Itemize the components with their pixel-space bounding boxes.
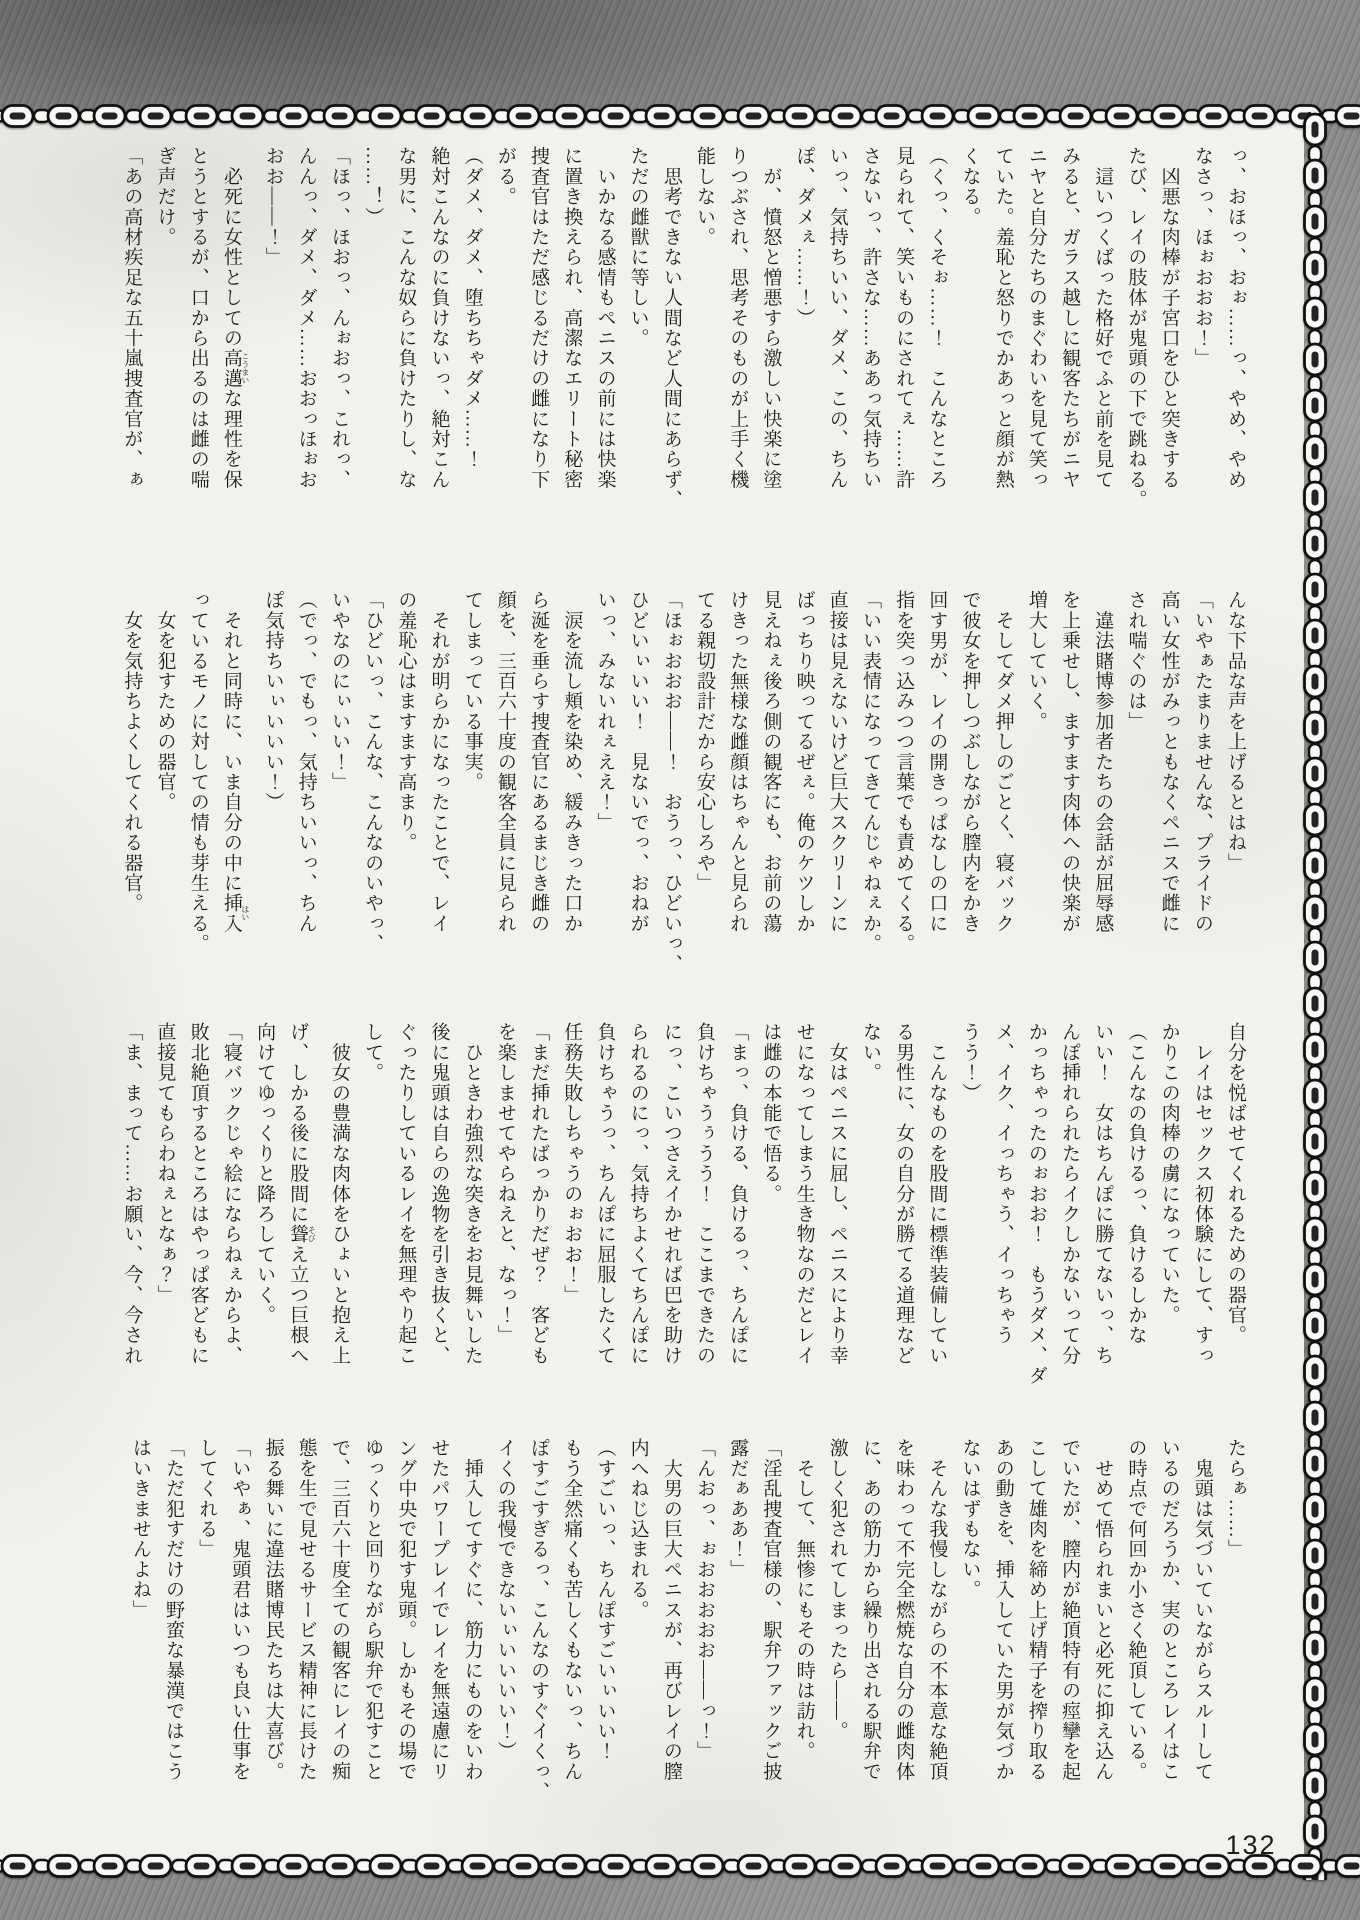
text-column: られるのにっ、気持ちよくてちんぽに xyxy=(627,1022,649,1366)
text-column: 「ほぉおおお――！ おうっ、ひどいっ、 xyxy=(660,590,682,974)
text-column: ていた。羞恥と怒りでかあっと顔が熱 xyxy=(992,146,1014,490)
text-column: が、憤怒と憎悪すら激しい快楽に塗 xyxy=(760,146,782,490)
text-column: がる。 xyxy=(494,146,516,207)
text-column: せになってしまう生き物なのだとレイ xyxy=(793,1022,815,1366)
text-column: 任務失敗しちゃうのぉおお！」 xyxy=(561,1022,583,1305)
text-column: 向けてゆっくりと降ろしていく。 xyxy=(254,1022,276,1325)
text-column: 態を生で見せるサービス精神に長けた xyxy=(295,1438,317,1782)
text-column: かっちゃったのぉおお！ もうダメ、ダ xyxy=(1025,1022,1047,1386)
text-column: を楽しませてやらねえと、なっ！」 xyxy=(494,1022,516,1346)
text-column: で、三百六十度全ての観客にレイの痴 xyxy=(328,1438,350,1782)
text-column: 能しない。 xyxy=(694,146,715,247)
text-column: 「いやぁ、鬼頭君はいつも良い仕事を xyxy=(229,1438,251,1782)
text-column: あの動きを、挿入していた男が気づか xyxy=(992,1438,1014,1782)
text-column: して。 xyxy=(362,1022,384,1083)
text-column: ひどいぃいい！ 見ないでっ、おねが xyxy=(627,590,649,934)
text-column: ぽすごすぎるっ、こんなのすぐイくっ、 xyxy=(528,1438,550,1802)
text-column: てる親切設計だから安心しろや」 xyxy=(694,590,715,893)
text-column: っているモノに対しての情も芽生える。 xyxy=(187,590,209,954)
text-column: とうとするが、口から出るのは雌の喘 xyxy=(187,146,209,490)
text-column: けきった無様な雌顔はちゃんと見られ xyxy=(727,590,749,934)
text-column: 「あの高材疾足な五十嵐捜査官が、ぁ xyxy=(121,146,143,490)
text-column: いるのだろうか、実のところレイはこ xyxy=(1158,1438,1180,1782)
text-column: 絶対こんなのに負けないっ、絶対こん xyxy=(428,146,450,490)
text-column: かりこの肉棒の虜になっていた。 xyxy=(1158,1022,1180,1325)
text-column: いやなのにぃいい！」 xyxy=(328,590,350,792)
text-column: んんっ、ダメ、ダメ……おおっほぉお xyxy=(295,146,317,490)
text-column: せめて悟られまいと必死に抑え込ん xyxy=(1092,1438,1114,1782)
text-column: こんなものを股間に標準装備してい xyxy=(926,1022,948,1366)
text-column: 見えねぇ後ろ側の観客にも、お前の蕩 xyxy=(760,590,782,934)
text-column: 負けちゃうぅうう！ ここまできたの xyxy=(694,1022,715,1366)
text-column: ……！） xyxy=(362,146,384,227)
text-column: （こんなの負けるっ、負けるしかな xyxy=(1125,1022,1147,1346)
text-column: なさっ、ほぉおおお！」 xyxy=(1191,146,1213,369)
text-column: 「ただ犯すだけの野蛮な暴漢ではこう xyxy=(163,1438,184,1782)
text-column: 激しく犯されてしまったら――。 xyxy=(826,1438,848,1741)
text-column: （すごいっ、ちんぽすごいぃいい！ xyxy=(594,1438,616,1762)
text-column: ら涎を垂らす捜査官にあるまじき雌の xyxy=(528,590,550,934)
text-column: うう！） xyxy=(959,1022,981,1103)
text-column: 「いやぁたまりませんな、プライドの xyxy=(1191,590,1213,934)
text-column: ないはずもない。 xyxy=(959,1438,981,1600)
chain-border-right-icon xyxy=(1302,112,1328,1880)
text-column: りつぶされ、思考そのものが上手く機 xyxy=(727,146,749,490)
text-column: 自分を悦ばせてくれるための器官。 xyxy=(1225,1022,1246,1346)
text-column: を上乗せし、ますます肉体への快楽が xyxy=(1059,590,1081,934)
text-column: 涙を流し頬を染め、緩みきった口か xyxy=(561,590,583,934)
text-column: 「まっ、負ける、負けるっ、ちんぽに xyxy=(727,1022,749,1366)
text-column: の羞恥心はますます高まり。 xyxy=(395,590,417,853)
text-column: 「淫乱捜査官様の、駅弁ファックご披 xyxy=(760,1438,782,1782)
text-column: せたパワープレイでレイを無遠慮にリ xyxy=(428,1438,450,1782)
text-column: レイはセックス初体験にして、すっ xyxy=(1191,1022,1213,1366)
text-column: ニヤと自分たちのまぐわいを見て笑っ xyxy=(1025,146,1047,490)
page-number: 132 xyxy=(1225,1830,1277,1860)
text-column: ばっちり映ってるぜぇ。俺のケツしか xyxy=(793,590,815,934)
text-column: メ、イク、イっちゃう、イっちゃう xyxy=(992,1022,1014,1346)
text-column: 「いい表情になってきてんじゃねぇか。 xyxy=(859,590,881,954)
text-column: 「ひどいっ、こんな、こんなのいやっ、 xyxy=(362,590,384,954)
text-column: いっ、みないれぇええ！」 xyxy=(594,590,616,833)
text-column: （くっ、くそぉ……！ こんなところ xyxy=(926,146,948,490)
text-column: にっ、こいつさえイかせれば巴を助け xyxy=(660,1022,682,1366)
text-column: いい！ 女はちんぽに勝てないっ、ち xyxy=(1092,1022,1114,1366)
text-column: 内へねじ込まれる。 xyxy=(627,1438,649,1620)
text-column: で彼女を押しつぶしながら膣内をかき xyxy=(959,590,981,934)
text-band-1 xyxy=(111,146,1245,562)
text-column: こして雄肉を締め上げ精子を搾り取る xyxy=(1025,1438,1047,1782)
text-column: そんな我慢しながらの不本意な絶頂 xyxy=(926,1438,948,1782)
text-column: 這いつくばった格好でふと前を見て xyxy=(1092,146,1114,490)
text-column: おお――！」 xyxy=(262,146,284,268)
text-column: 振る舞いに違法賭博民たちは大喜び。 xyxy=(262,1438,284,1782)
text-column: はいきませんよね」 xyxy=(129,1438,151,1620)
text-column: 露だぁああ！」 xyxy=(727,1438,749,1580)
text-column: 直接は見えないけど巨大スクリーンに xyxy=(826,590,848,934)
text-column: 違法賭博参加者たちの会話が屈辱感 xyxy=(1092,590,1114,934)
text-column: に置き換えられ、高潔なエリート秘密 xyxy=(561,146,583,490)
text-column: イくの我慢できないぃいいいい！） xyxy=(494,1438,516,1762)
text-column: たび、レイの肢体が鬼頭の下で跳ねる。 xyxy=(1125,146,1147,510)
text-column: 凶悪な肉棒が子宮口をひと突きする xyxy=(1158,146,1180,490)
text-column: は雌の本能で悟る。 xyxy=(760,1022,782,1204)
text-column: を味わって不完全燃焼な自分の雌肉体 xyxy=(893,1438,915,1782)
text-column: 「まだ挿れたばっかりだぜ？ 客ども xyxy=(528,1022,550,1366)
text-column: 直接見てもらわねぇとなぁ？」 xyxy=(154,1022,176,1305)
text-column: それと同時に、いま自分の中に挿入 はい xyxy=(220,590,250,934)
text-column: 鬼頭は気づいていながらスルーして xyxy=(1191,1438,1213,1782)
text-band-3 xyxy=(111,1022,1245,1438)
text-column: （でっ、でもっ、気持ちいいっ、ちん xyxy=(295,590,317,934)
text-column: 回す男が、レイの開きっぱなしの口に xyxy=(926,590,948,934)
text-column: ぽ気持ちいぃいいい！） xyxy=(262,590,284,813)
text-column: ただの雌獣に等しい。 xyxy=(627,146,649,348)
text-column: 指を突っ込みつつ言葉でも責めてくる。 xyxy=(893,590,915,954)
text-column: ぽ、ダメぇ……！） xyxy=(793,146,815,328)
text-column: してくれる」 xyxy=(196,1438,218,1560)
text-column: げ、しかる後に股間に聳 そびえ立つ巨根へ xyxy=(287,1022,317,1366)
text-column: んな下品な声を上げるとはね」 xyxy=(1225,590,1246,873)
text-column: る男性に、女の自分が勝てる道理など xyxy=(893,1022,915,1366)
text-column: な男に、こんな奴らに負けたりし、な xyxy=(395,146,417,490)
text-column: 女を気持ちよくしてくれる器官。 xyxy=(121,590,143,914)
text-column: 敗北絶頂するところはやっぱ客どもに xyxy=(187,1022,209,1366)
text-column: てしまっている事実。 xyxy=(461,590,483,792)
text-column: 負けちゃうっ、ちんぽに屈服したくて xyxy=(594,1022,616,1366)
text-column: そしてダメ押しのごとく、寝バック xyxy=(992,590,1014,934)
text-column: 挿入してすぐに、筋力にものをいわ xyxy=(461,1438,483,1782)
text-column: 「んおっ、ぉおおおおお――っ！」 xyxy=(694,1438,715,1762)
text-column: 見られて、笑いものにされてぇ……許 xyxy=(893,146,915,490)
text-column: ひときわ強烈な突きをお見舞いした xyxy=(461,1022,483,1366)
text-column: 女を犯すための器官。 xyxy=(154,590,176,813)
text-column: の時点で何回か小さく絶頂している。 xyxy=(1125,1438,1147,1782)
text-column: され喘ぐのは」 xyxy=(1125,590,1147,732)
text-column: （ダメ、ダメ、堕ちちゃダメ……！ xyxy=(461,146,483,470)
text-column: いかなる感情もペニスの前には快楽 xyxy=(594,146,616,490)
text-band-4 xyxy=(111,1438,1245,1854)
text-column: 思考できない人間など人間にあらず、 xyxy=(660,146,682,510)
text-column: 「寝バックじゃ絵にならねぇからよ、 xyxy=(220,1022,242,1366)
text-band-2 xyxy=(111,590,1245,1006)
text-column: 彼女の豊満な肉体をひょいと抱え上 xyxy=(328,1022,350,1366)
chain-border-top-icon xyxy=(0,103,1360,129)
text-column: 大男の巨大ペニスが、再びレイの膣 xyxy=(660,1438,682,1782)
text-column: くなる。 xyxy=(959,146,981,227)
text-column: ング中央で犯す鬼頭。しかもその場で xyxy=(395,1438,417,1782)
text-column: っ、おほっ、おぉ……っ、やめ、やめ xyxy=(1225,146,1246,490)
text-column: それが明らかになったことで、レイ xyxy=(428,590,450,934)
text-column: 女はペニスに屈し、ペニスにより幸 xyxy=(826,1022,848,1366)
text-column: もう全然痛くも苦しくもないっ、ちん xyxy=(561,1438,583,1782)
text-column: みると、ガラス越しに観客たちがニヤ xyxy=(1059,146,1081,490)
text-column: ぎ声だけ。 xyxy=(154,146,176,247)
text-column: に、あの筋力から繰り出される駅弁で xyxy=(859,1438,881,1782)
text-column: んぽ挿れられたらイクしかないって分 xyxy=(1059,1022,1081,1366)
text-column: 後に鬼頭は自らの逸物を引き抜くと、 xyxy=(428,1022,450,1366)
text-column: そして、無惨にもその時は訪れ。 xyxy=(793,1438,815,1762)
text-column: 必死に女性としての高邁 こうまいな理性を保 xyxy=(220,146,250,490)
text-column: 高い女性がみっともなくペニスで雌に xyxy=(1158,590,1180,934)
text-column: でいたが、膣内が絶頂特有の痙攣を起 xyxy=(1059,1438,1081,1782)
text-column: いっ、気持ちいい、ダメ、この、ちん xyxy=(826,146,848,490)
text-column: 顔を、三百六十度の観客全員に見られ xyxy=(494,590,516,934)
text-column: さないっ、許さな……ああっ気持ちい xyxy=(859,146,881,490)
text-column: ゆっくりと回りながら駅弁で犯すこと xyxy=(362,1438,384,1782)
text-column: 「ほっ、ほおっ、んぉおっ、これっ、 xyxy=(328,146,350,490)
text-column: 捜査官はただ感じるだけの雌になり下 xyxy=(528,146,550,490)
chain-border-bottom-icon xyxy=(0,1853,1360,1879)
text-column: ぐったりしているレイを無理やり起こ xyxy=(395,1022,417,1366)
text-column: たらぁ……」 xyxy=(1225,1438,1246,1560)
text-column: ない。 xyxy=(859,1022,881,1083)
text-column: 「ま、まって……お願い、今、今され xyxy=(121,1022,143,1366)
text-column: 増大していく。 xyxy=(1025,590,1047,732)
